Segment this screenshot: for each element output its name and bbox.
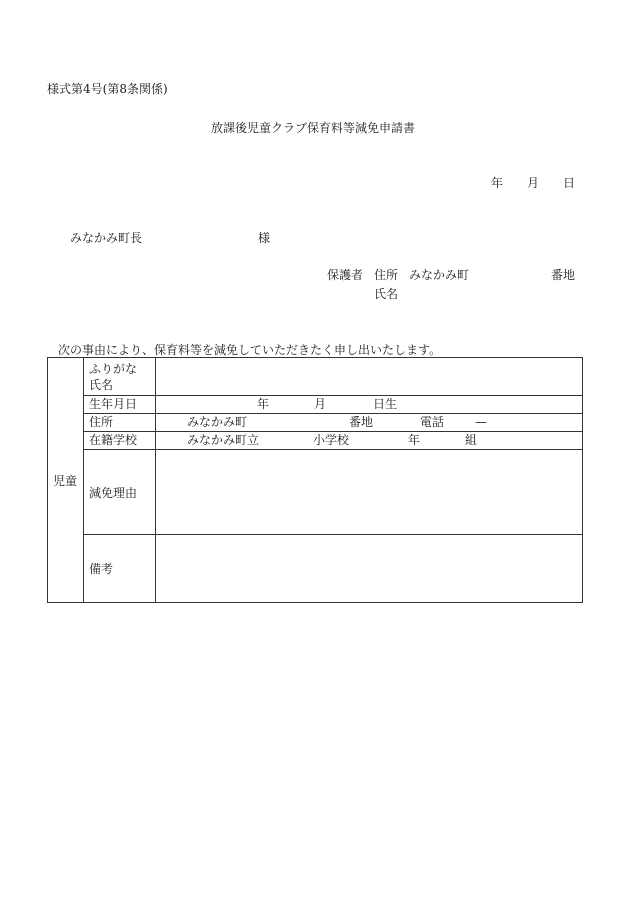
guardian-address-town: みなかみ町	[409, 268, 470, 282]
date-day-label: 日	[563, 176, 576, 190]
guardian-address-banchi: 番地	[551, 268, 576, 282]
section-label-child: 児童	[53, 474, 78, 488]
addressee-name: みなかみ町長	[70, 231, 143, 245]
intro-text: 次の事由により、保育料等を減免していただきたく申し出いたします。	[58, 343, 442, 357]
table-divider-h1	[83, 395, 582, 396]
school-label: 在籍学校	[89, 433, 138, 447]
school-suffix: 小学校	[313, 433, 350, 447]
date-month-label: 月	[527, 176, 540, 190]
form-number: 様式第4号(第8条関係)	[47, 82, 168, 96]
table-divider-h2	[83, 413, 582, 414]
date-year-label: 年	[491, 176, 504, 190]
document-title: 放課後児童クラブ保育料等減免申請書	[211, 121, 416, 135]
birthdate-label: 生年月日	[89, 397, 138, 411]
birth-month-label: 月	[314, 397, 327, 411]
child-name-label: 氏名	[89, 378, 114, 392]
table-divider-h3	[83, 431, 582, 432]
guardian-label: 保護者	[327, 268, 364, 282]
addressee-honorific: 様	[258, 231, 271, 245]
remarks-label: 備考	[89, 562, 114, 576]
child-address-banchi: 番地	[349, 415, 374, 429]
furigana-label: ふりがな	[89, 362, 138, 376]
child-address-town: みなかみ町	[187, 415, 248, 429]
child-address-label: 住所	[89, 415, 114, 429]
table-divider-h4	[83, 449, 582, 450]
phone-label: 電話	[420, 415, 445, 429]
child-info-table	[47, 357, 583, 603]
guardian-address-label: 住所	[374, 268, 399, 282]
grade-label: 年	[408, 433, 421, 447]
table-divider-h5	[83, 534, 582, 535]
phone-dash: —	[475, 415, 487, 429]
guardian-name-label: 氏名	[374, 287, 399, 301]
school-town: みなかみ町立	[187, 433, 260, 447]
class-label: 組	[465, 433, 478, 447]
birth-day-label: 日生	[373, 397, 398, 411]
birth-year-label: 年	[257, 397, 270, 411]
reason-label: 減免理由	[89, 486, 138, 500]
